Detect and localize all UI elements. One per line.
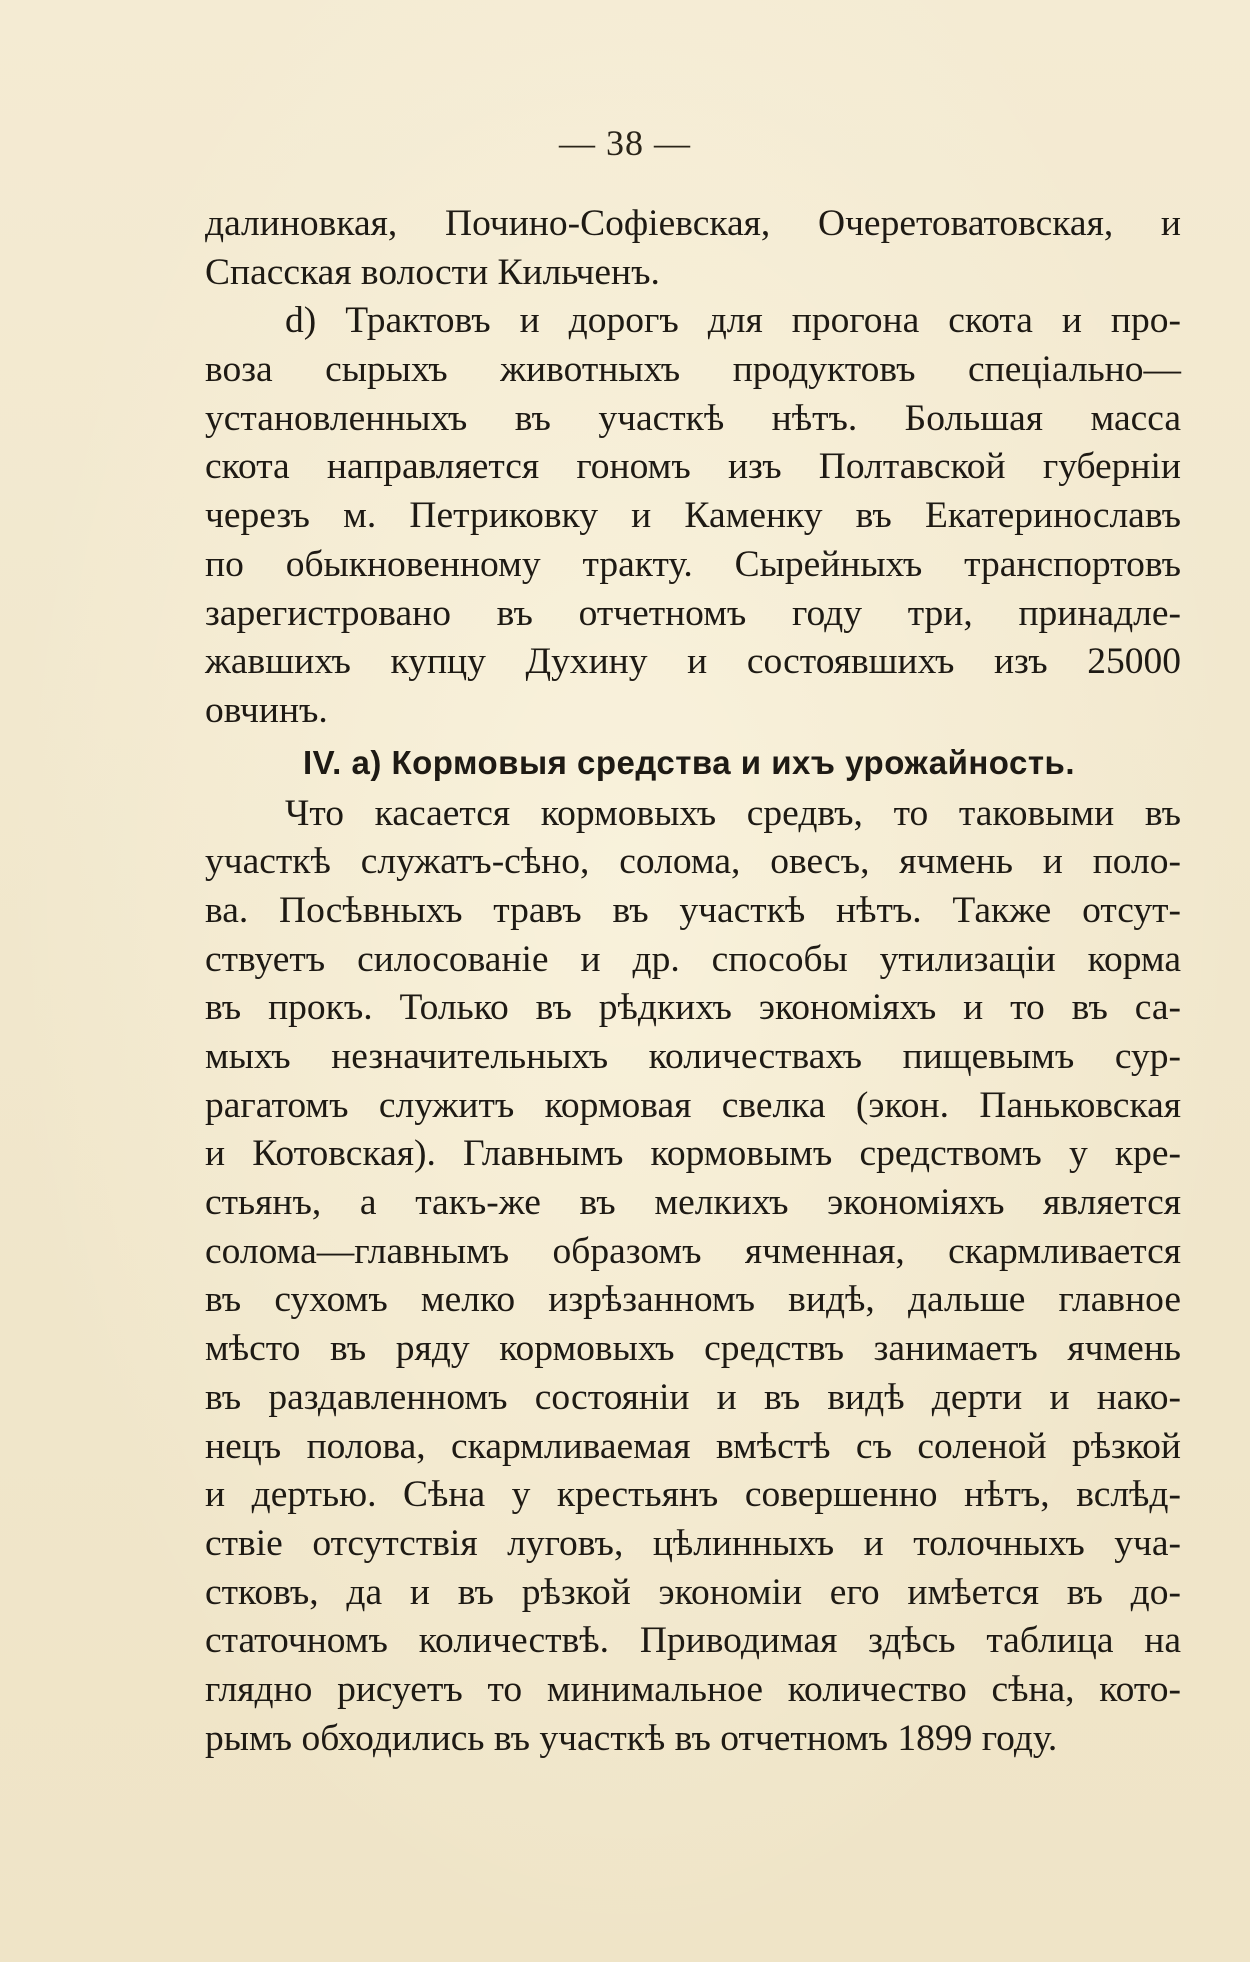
text-line: по обыкновенному тракту. Сырейныхъ транспортовъ <box>205 543 1181 585</box>
text-line: ва. Посѣвныхъ травъ въ участкѣ нѣтъ. Также отсут- <box>205 889 1181 931</box>
text-line: черезъ м. Петриковку и Каменку въ Екатеринославъ <box>205 495 1181 537</box>
text-line: скота направляется гономъ изъ Полтавской губерніи <box>205 446 1181 488</box>
text-line: воза сырыхъ животныхъ продуктовъ спеціально— <box>205 349 1181 391</box>
text-line: d) Трактовъ и дорогъ для прогона скота и про- <box>285 300 1181 342</box>
text-line: стковъ, да и въ рѣзкой экономіи его имѣется въ до- <box>205 1571 1181 1613</box>
text-line: солома—главнымъ образомъ ячменная, скармливается <box>205 1230 1181 1272</box>
text-line: въ раздавленномъ состояніи и въ видѣ дерти и нако- <box>205 1376 1181 1418</box>
text-line: далиновкая, Почино-Софіевская, Очеретоватовская, и <box>205 203 1181 244</box>
text-line: Что касается кормовыхъ средвъ, то таковыми въ <box>285 792 1181 834</box>
text-line: статочномъ количествѣ. Приводимая здѣсь таблица на <box>205 1620 1181 1662</box>
text-line: мѣсто въ ряду кормовыхъ средствъ занимаетъ ячмень <box>205 1328 1181 1370</box>
text-line: и Котовская). Главнымъ кормовымъ средствомъ у кре- <box>205 1133 1181 1175</box>
text-line: рымъ обходились въ участкѣ въ отчетномъ 1899 году. <box>205 1717 1058 1759</box>
paragraph-continuation <box>205 200 1181 297</box>
text-line: ствуетъ силосованіе и др. способы утилизаціи корма <box>205 938 1181 980</box>
page-number: — 38 — <box>559 123 691 163</box>
section-heading: IV. а) Кормовыя средства и ихъ урожайность. <box>303 743 1075 781</box>
text-line: мыхъ незначительныхъ количествахъ пищевымъ сур- <box>205 1036 1181 1077</box>
section-paragraph <box>205 790 1181 1764</box>
text-line: ствіе отсутствія луговъ, цѣлинныхъ и толочныхъ уча- <box>205 1522 1181 1564</box>
text-line: и дертью. Сѣна у крестьянъ совершенно нѣтъ, вслѣд- <box>205 1474 1181 1516</box>
text-line: въ сухомъ мелко изрѣзанномъ видѣ, дальше главное <box>205 1279 1181 1321</box>
text-line: овчинъ. <box>205 689 328 731</box>
text-line: стьянъ, а такъ-же въ мелкихъ экономіяхъ является <box>205 1182 1181 1224</box>
text-line: глядно рисуетъ то минимальное количество сѣна, кото- <box>205 1668 1181 1710</box>
text-line: нецъ полова, скармливаемая вмѣстѣ съ соленой рѣзкой <box>205 1425 1181 1467</box>
text-line: участкѣ служатъ-сѣно, солома, овесъ, ячмень и поло- <box>205 841 1181 883</box>
body-text <box>205 200 1181 1763</box>
text-line: въ прокъ. Только въ рѣдкихъ экономіяхъ и то въ са- <box>205 987 1181 1029</box>
text-line: зарегистровано въ отчетномъ году три, принадле- <box>205 592 1181 634</box>
text-line: жавшихъ купцу Духину и состоявшихъ изъ 25000 <box>205 641 1181 683</box>
text-line: Спасская волости Кильченъ. <box>205 251 660 293</box>
text-line: установленныхъ въ участкѣ нѣтъ. Большая масса <box>205 397 1181 439</box>
paragraph-d <box>205 297 1181 735</box>
text-line: рагатомъ служитъ кормовая свелка (экон. Паньковская <box>205 1084 1181 1126</box>
